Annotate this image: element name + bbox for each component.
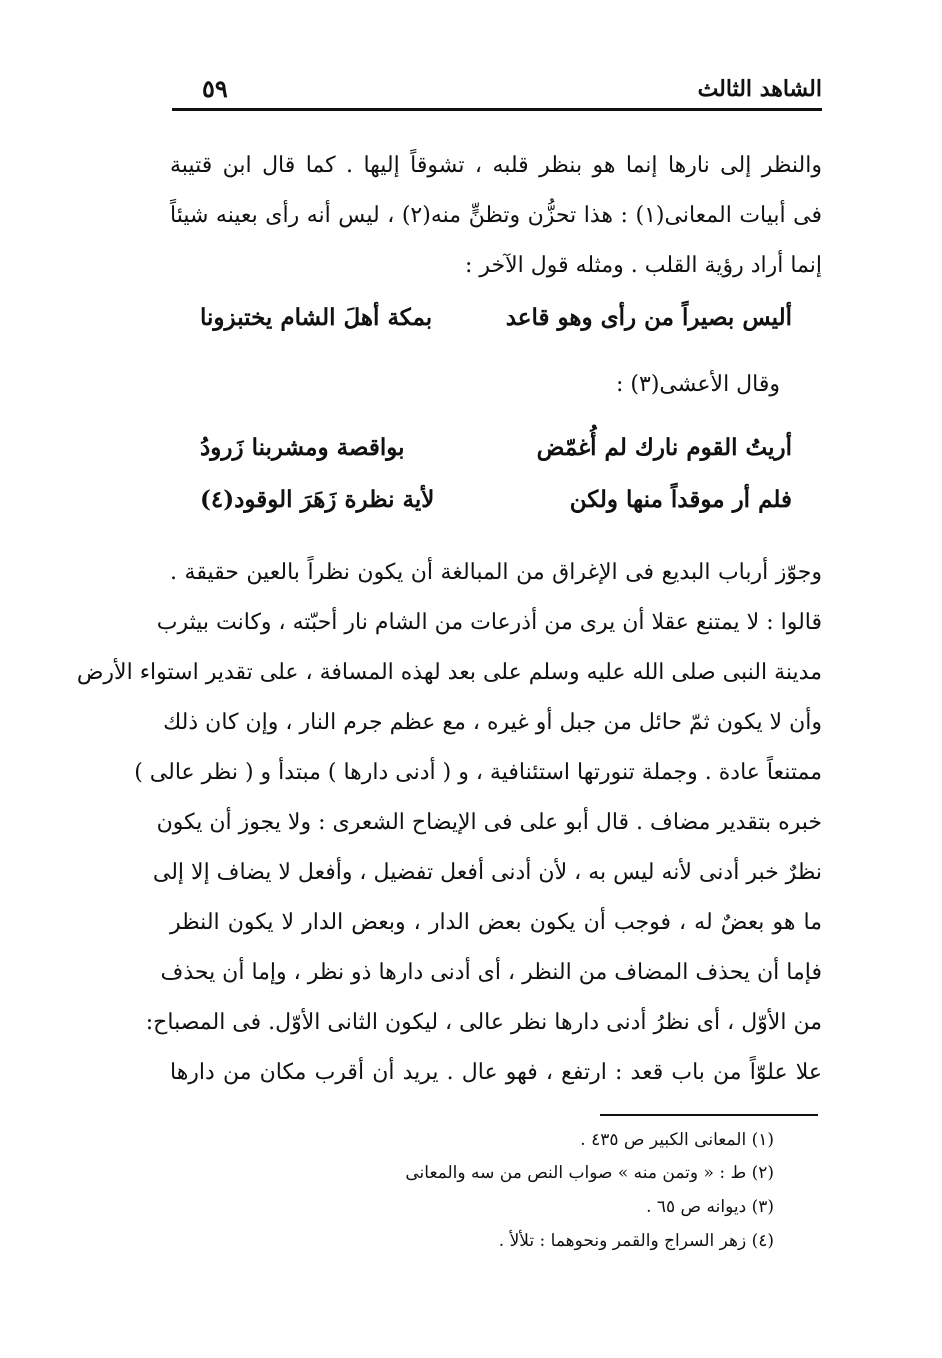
verse-hemistich-second: بواقصة ومشربنا زَرودُ [200, 434, 405, 461]
paragraph-line: نظرٌ خبر أدنى لأنه ليس به ، لأن أدنى أفعل تفضيل ، وأفعل لا يضاف إلا إلى [152, 860, 822, 885]
footnote-rule [600, 1114, 818, 1116]
verse-line [200, 486, 792, 536]
header-rule [172, 108, 822, 111]
verse-hemistich-first: أريتُ القوم نارك لم أُغمّض [536, 434, 792, 461]
paragraph-line: وأن لا يكون ثمّ حائل من جبل أو غيره ، مع عظم جرم النار ، وإن كان ذلك [163, 710, 822, 735]
verse-line [200, 304, 792, 354]
paragraph-line: إنما أراد رؤية القلب . ومثله قول الآخر : [464, 253, 822, 278]
verse-hemistich-second: بمكة أهلَ الشام يختبزونا [200, 304, 433, 331]
verse-hemistich-first: أليس بصيراً من رأى وهو قاعد [505, 304, 792, 331]
verse-introduction: وقال الأعشى(٣) : [616, 372, 780, 397]
paragraph-line: ما هو بعضٌ له ، فوجب أن يكون بعض الدار ، وبعض الدار لا يكون النظر [170, 910, 822, 935]
paragraph-line: فإما أن يحذف المضاف من النظر ، أى أدنى دارها ذو نظر ، وإما أن يحذف [160, 960, 822, 985]
paragraph-line: وجوّز أرباب البديع فى الإغراق من المبالغة أن يكون نظراً بالعين حقيقة . [170, 560, 822, 585]
footnote: (٣) ديوانه ص ٦٥ . [646, 1197, 774, 1217]
paragraph-line: قالوا : لا يمتنع عقلا أن يرى من أذرعات من الشام نار أحبّته ، وكانت بيثرب [156, 610, 822, 635]
paragraph-line: خبره بتقدير مضاف . قال أبو على فى الإيضاح الشعرى : ولا يجوز أن يكون [156, 810, 822, 835]
paragraph-line: من الأوّل ، أى نظرُ أدنى دارها نظر عالى ، ليكون الثانى الأوّل. فى المصباح: [145, 1010, 822, 1035]
paragraph-line: ممتنعاً عادة . وجملة تنورتها استئنافية ، و ( أدنى دارها ) مبتدأ و ( نظر عالى ) [134, 760, 822, 785]
paragraph-line: مدينة النبى صلى الله عليه وسلم على بعد لهذه المسافة ، على تقدير استواء الأرض [76, 660, 822, 685]
footnote: (١) المعانى الكبير ص ٤٣٥ . [580, 1130, 774, 1150]
paragraph-line: والنظر إلى نارها إنما هو بنظر قلبه ، تشوقاً إليها . كما قال ابن قتيبة [170, 153, 822, 178]
footnote: (٤) زهر السراج والقمر ونحوهما : تلألأ . [498, 1231, 774, 1251]
verse-hemistich-second: لأية نظرة زَهَرَ الوقود(٤) [200, 486, 435, 513]
running-header [172, 74, 822, 108]
paragraph-line: فى أبيات المعانى(١) : هذا تحزُّن وتظنٍّ منه(٢) ، ليس أنه رأى بعينه شيئاً [170, 203, 822, 228]
paragraph-line: علا علوّاً من باب قعد : ارتفع ، فهو عال . يريد أن أقرب مكان من دارها [170, 1060, 822, 1085]
chapter-title: الشاهد الثالث [697, 76, 822, 102]
verse-line [200, 434, 792, 484]
footnote: (٢) ط : « وتمن منه » صواب النص من سه والمعانى [405, 1163, 774, 1183]
page-number: ٥٩ [202, 74, 228, 103]
verse-hemistich-first: فلم أر موقداً منها ولكن [569, 486, 792, 513]
